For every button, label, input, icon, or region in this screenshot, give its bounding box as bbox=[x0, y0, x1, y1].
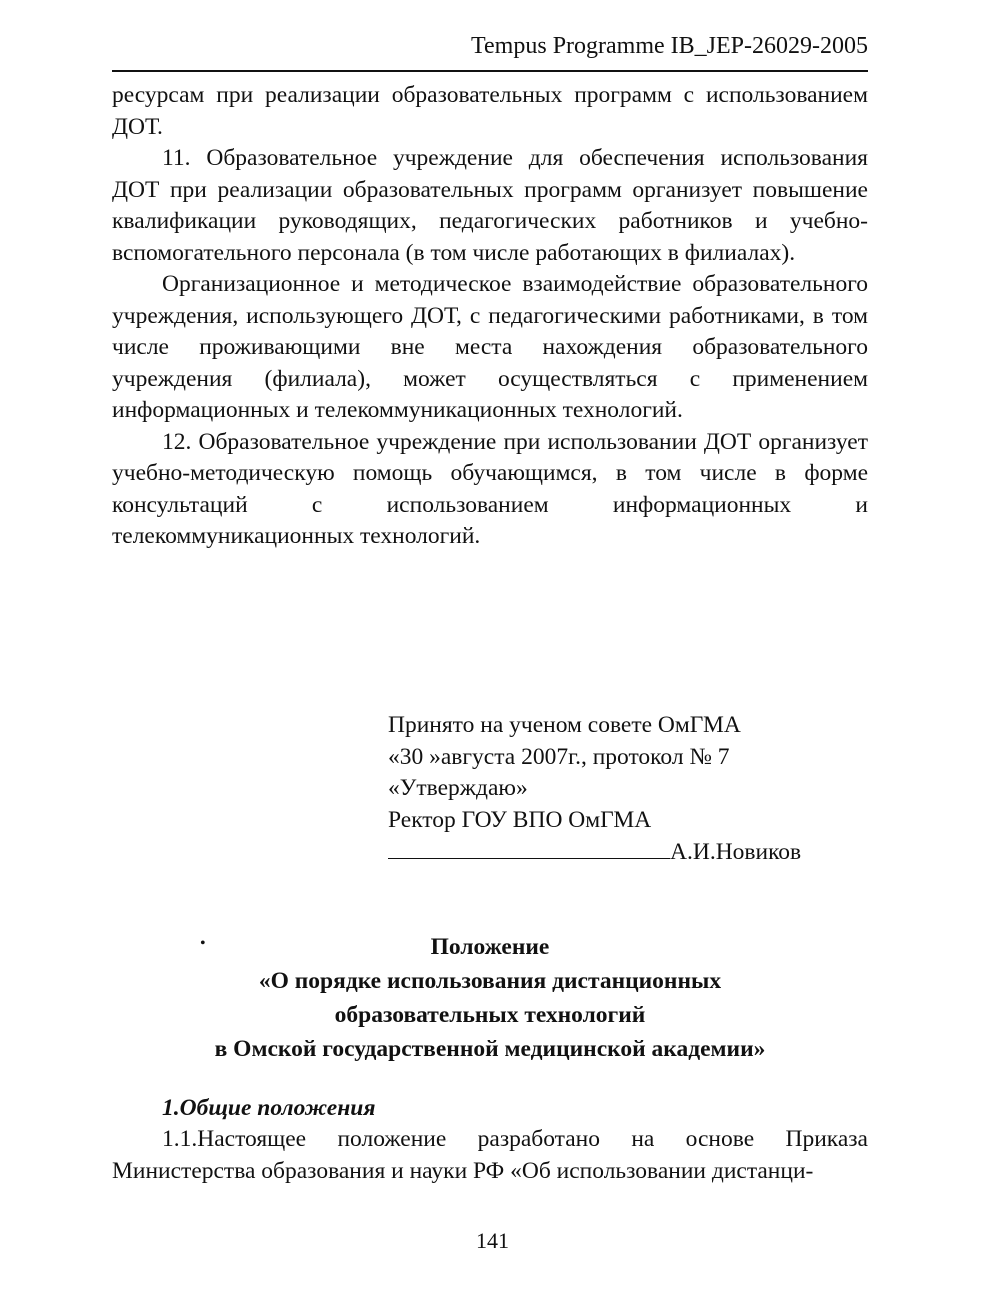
paragraph: ресурсам при реализации образовательных программ с использованием ДОТ. bbox=[112, 82, 868, 140]
signature-row bbox=[388, 836, 868, 869]
signatory-name: А.И.Новиков bbox=[670, 839, 802, 865]
section-heading: 1.Общие положения bbox=[162, 1095, 376, 1121]
title-line: Положение bbox=[430, 934, 550, 960]
section-text bbox=[112, 1124, 868, 1187]
signature-line bbox=[388, 836, 670, 859]
header-rule bbox=[112, 70, 868, 72]
bullet-mark: • bbox=[200, 935, 206, 952]
running-header: Tempus Programme IB_JEP-26029-2005 bbox=[471, 33, 868, 59]
body-text bbox=[112, 80, 868, 553]
page-number: 141 bbox=[476, 1228, 509, 1253]
approval-line: «30 »августа 2007г., протокол № 7 bbox=[388, 743, 730, 770]
title-line: «О порядке использования дистанционных bbox=[258, 968, 722, 994]
paragraph: Организационное и методическое взаимодействие образовательного учреждения, использующего ДОТ, с педагогическими работниками, в том числе проживающими вне места нахождения образовательного учреждения (филиала), может осуществляться с применением информационных и телекоммуникационных технологий. bbox=[112, 271, 868, 423]
title-line: образовательных технологий bbox=[334, 1002, 646, 1028]
paragraph: 1.1.Настоящее положение разработано на основе Приказа Министерства образования и науки РФ «Об использовании дистанци- bbox=[112, 1126, 868, 1184]
paragraph: 11. Образовательное учреждение для обеспечения использования ДОТ при реализации образовательных программ организует повышение квалификации руководящих, педагогических работников и учебно-вспомогательного персонала (в том числе работающих в филиалах). bbox=[112, 145, 868, 266]
approval-block bbox=[388, 710, 868, 869]
approval-line: Ректор ГОУ ВПО ОмГМА bbox=[388, 806, 652, 833]
paragraph: 12. Образовательное учреждение при использовании ДОТ организует учебно-методическую помощь обучающимся, в том числе в форме консультаций с использованием информационных и телекоммуникационных технологий. bbox=[112, 428, 868, 549]
approval-line: Принято на ученом совете ОмГМА bbox=[388, 712, 741, 738]
title-line: в Омской государственной медицинской академии» bbox=[214, 1036, 766, 1062]
document-title bbox=[112, 930, 868, 1066]
approval-line: «Утверждаю» bbox=[388, 775, 528, 801]
